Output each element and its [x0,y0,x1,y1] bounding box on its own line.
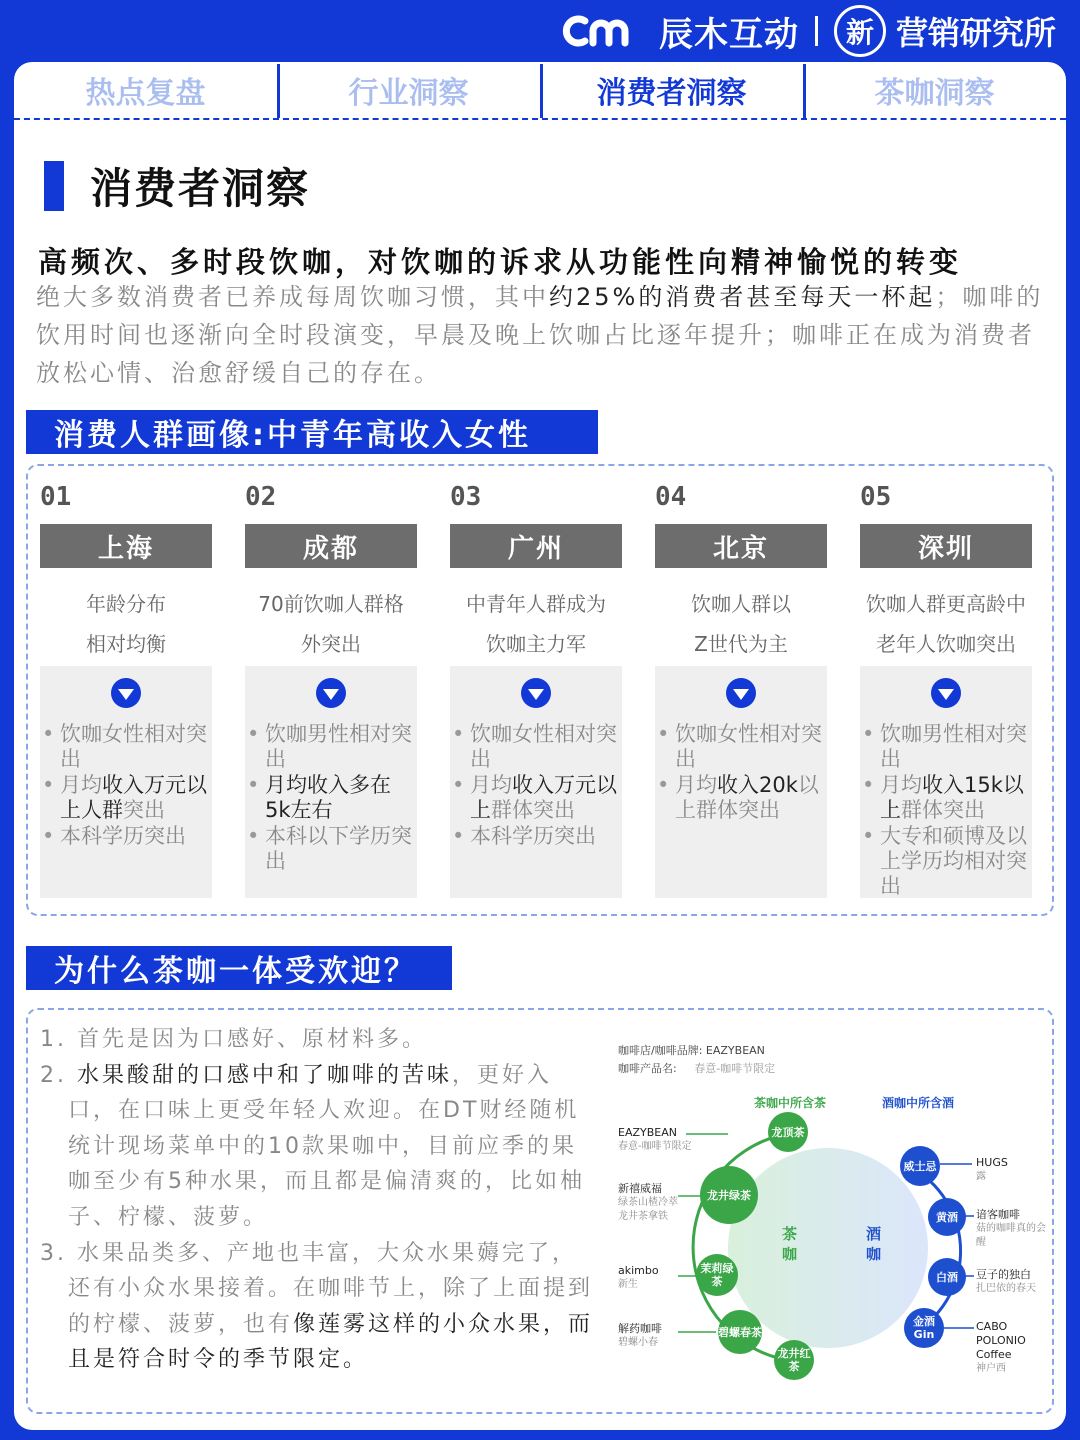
liquor-section-title: 酒咖中所含酒 [882,1096,955,1110]
right-brand-4: CABO POLONIO Coffee 神户西 [976,1320,1026,1374]
down-arrow-icon [316,678,346,708]
city-desc-line1: 饮咖人群更高龄中 [866,592,1026,616]
tab-industry-insight[interactable]: 行业洞察 [277,62,540,118]
city-column-shenzhen [860,482,1032,898]
brand-logo [559,7,799,56]
bullet-income: • 月均收入万元以上群体突出 [470,773,618,823]
left-brand-2: 新禧威福 绿茶山楂冷萃 龙井茶拿铁 [618,1182,678,1222]
city-bullets [860,722,1032,899]
tea-liquor-coffee-diagram [608,1036,1046,1376]
down-arrow-icon [111,678,141,708]
section-title: 消费者洞察 [90,164,311,213]
why-text [40,1022,600,1378]
tea-node-longjing-green: 龙井绿茶 [700,1166,758,1224]
right-brand-3: 豆子的独白 扎巴依的春天 [976,1268,1036,1294]
intro-paragraph [36,278,1048,392]
city-description [245,584,417,666]
brand-logo-icon [559,11,651,51]
city-number: 03 [450,482,482,512]
down-arrow-icon [931,678,961,708]
why-point-1: 1. 首先是因为口感好、原材料多。 [40,1027,427,1052]
city-label: 上海 [40,524,212,568]
why-point-2: 2. 水果酸甜的口感中和了咖啡的苦味，更好入口，在口味上更受年轻人欢迎。在DT财经随机统计现场菜单中的10款果咖中，目前应季的果咖至少有5种水果，而且都是偏清爽的，比如柚子、柠檬、菠萝。 [40,1062,585,1230]
bullet-education: • 本科学历突出 [470,824,618,849]
city-detail-box [245,666,417,898]
right-brand-1: HUGS 露 [976,1156,1008,1182]
tea-node-longding: 龙顶茶 [768,1112,808,1152]
intro-part2: ；咖啡的饮用时间也逐渐向全时段演变，早晨及晚上饮咖占比逐年提升；咖啡正在成为消费者放松心情、治愈舒缓自己的存在。 [36,283,1044,387]
city-column-chengdu [245,482,417,898]
city-desc-line2: 相对均衡 [86,632,166,656]
city-desc-line2: 饮咖主力军 [486,632,586,656]
brand-header [559,0,1056,62]
down-arrow-icon [521,678,551,708]
bullet-gender: • 饮咖男性相对突出 [265,722,413,772]
bullet-income: • 月均收入20k以上群体突出 [675,773,823,823]
content-card [14,62,1066,1430]
tea-node-jasmine-green: 茉莉绿茶 [696,1254,738,1296]
tea-section-title: 茶咖中所含茶 [754,1096,827,1110]
tab-consumer-insight[interactable]: 消费者洞察 [540,62,803,118]
tea-node-longjing-black: 龙井红茶 [774,1340,814,1380]
bullet-income: • 月均收入多在5k左右 [265,773,413,823]
city-number: 04 [655,482,687,512]
brand-divider [815,16,818,46]
city-desc-line2: 外突出 [301,632,361,656]
down-arrow-icon [726,678,756,708]
city-detail-box [655,666,827,898]
bullet-education: • 大专和硕博及以上学历均相对突出 [880,824,1028,899]
city-label: 广州 [450,524,622,568]
city-label: 北京 [655,524,827,568]
city-desc-line2: 老年人饮咖突出 [876,632,1016,656]
city-desc-line2: Z世代为主 [694,632,788,656]
city-desc-line1: 70前饮咖人群格 [258,592,404,616]
bullet-gender: • 饮咖女性相对突出 [60,722,208,772]
liquor-node-huangjiu: 黄酒 [928,1198,966,1236]
portrait-title: 消费人群画像:中青年高收入女性 [26,410,598,454]
city-detail-box [40,666,212,898]
section-accent-bar [44,161,64,211]
city-bullets [245,722,417,874]
headline: 高频次、多时段饮咖，对饮咖的诉求从功能性向精神愉悦的转变 [38,245,963,279]
city-number: 05 [860,482,892,512]
city-label: 深圳 [860,524,1032,568]
city-bullets [40,722,212,849]
left-brand-1: EAZYBEAN 春意-咖啡节限定 [618,1126,692,1152]
city-label: 成都 [245,524,417,568]
intro-highlight: 约25%的消费者甚至每天一杯起 [549,283,936,311]
diagram-legend: 咖啡店/咖啡品牌: EAZYBEAN 咖啡产品名: 春意-咖啡节限定 [618,1044,776,1075]
center-blend-circle [728,1148,928,1348]
city-detail-box [860,666,1032,898]
city-description [450,584,622,666]
tab-hot-review[interactable]: 热点复盘 [85,76,206,111]
liquor-node-whisky: 威士忌 [900,1146,940,1186]
left-brand-4: 解药咖啡 碧螺小春 [618,1322,662,1348]
bullet-education: • 本科学历突出 [60,824,208,849]
city-bullets [655,722,827,823]
tea-center-label: 茶咖 [782,1225,798,1263]
bullet-gender: • 饮咖男性相对突出 [880,722,1028,772]
tea-node-biluochun: 碧螺春茶 [718,1310,762,1354]
city-bullets [450,722,622,849]
liquor-center-label: 酒咖 [866,1225,882,1263]
tab-tea-coffee-insight[interactable]: 茶咖洞察 [803,62,1066,118]
city-column-shanghai [40,482,212,898]
liquor-node-baijiu: 白酒 [928,1258,966,1296]
right-brand-2: 谙客咖啡 菇的咖啡真的会醒 [976,1208,1046,1248]
city-description [860,584,1032,666]
city-column-guangzhou [450,482,622,898]
brand-badge: 新 [834,5,886,57]
city-number: 02 [245,482,277,512]
city-description [655,584,827,666]
tab-bar [14,62,1066,120]
brand-subtitle: 营销研究所 [895,14,1056,52]
city-description [40,584,212,666]
bullet-gender: • 饮咖女性相对突出 [675,722,823,772]
brand-name: 辰木互动 [658,14,799,55]
city-detail-box [450,666,622,898]
city-number: 01 [40,482,72,512]
city-desc-line1: 中青年人群成为 [466,592,606,616]
liquor-node-gin: 金酒Gin [904,1308,944,1348]
bullet-education: • 本科以下学历突出 [265,824,413,874]
section-heading [44,156,310,216]
bullet-gender: • 饮咖女性相对突出 [470,722,618,772]
why-panel [26,1008,1054,1414]
bullet-income: • 月均收入万元以上人群突出 [60,773,208,823]
city-desc-line1: 年龄分布 [86,592,166,616]
bullet-income: • 月均收入15k以上群体突出 [880,773,1028,823]
city-portrait-panel [26,464,1054,916]
city-column-beijing [655,482,827,898]
left-brand-3: akimbo 新生 [618,1264,659,1290]
city-desc-line1: 饮咖人群以 [691,592,791,616]
why-title: 为什么茶咖一体受欢迎？ [26,946,452,990]
intro-part1: 绝大多数消费者已养成每周饮咖习惯，其中 [36,283,549,311]
why-point-3: 3. 水果品类多、产地也丰富，大众水果薅完了，还有小众水果接着。在咖啡节上，除了上面提到的柠檬、菠萝，也有像莲雾这样的小众水果，而且是符合时令的季节限定。 [40,1240,594,1373]
